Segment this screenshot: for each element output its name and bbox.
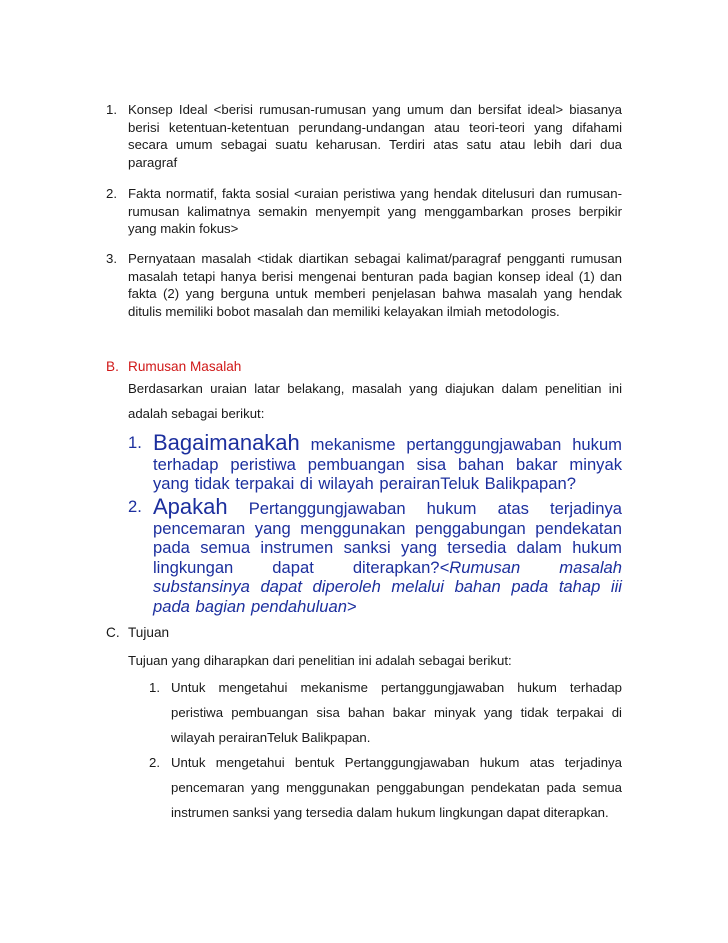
editor-note-end: > [346,596,357,616]
section-intro-paragraph: Berdasarkan uraian latar belakang, masalah yang diajukan dalam penelitian ini adalah sebagai berikut: [128,381,622,421]
question-number: 2. [128,497,142,516]
research-question [128,494,622,617]
question-number: 1. [128,433,142,452]
list-item-text: Fakta normatif, fakta sosial <uraian peristiwa yang hendak ditelusuri dan rumusan-rumusan kalimatnya semakin menyempit yang menggambarkan proses berpikir yang makin fokus> [128,186,622,237]
list-item [106,101,622,171]
question-lead-word: Apakah [153,494,228,519]
goal-item [149,750,622,825]
list-item [106,185,622,238]
section-letter: B. [106,359,119,374]
research-question [128,430,622,494]
list-item-text: Konsep Ideal <berisi rumusan-rumusan yang umum dan bersifat ideal> biasanya berisi ketentuan-ketentuan perundang-undangan atau teori-teori yang difahami secara umum sebagai suatu keharusan. Terdiri atas satu atau lebih dari dua paragraf [128,102,622,170]
list-item-number: 2. [106,186,117,201]
editor-note: <Rumusan masalah substansinya dapat diperoleh melalui bahan pada tahap iii pada bagian pendahuluan [153,557,622,616]
goal-text: Untuk mengetahui mekanisme pertanggungjawaban hukum terhadap peristiwa pembuangan sisa bahan bakar minyak yang tidak terpakai di wilayah perairanTeluk Balikpapan. [171,680,622,745]
goal-item [149,675,622,750]
question-lead-word: Bagaimanakah [153,430,300,455]
goal-text: Untuk mengetahui bentuk Pertanggungjawaban hukum atas terjadinya pencemaran yang menggunakan penggabungan pendekatan pada semua instrumen sanksi yang tersedia dalam hukum lingkungan dapat diterapkan. [171,755,622,820]
question-text: mekanisme pertanggungjawaban hukum terhadap peristiwa pembuangan sisa bahan bakar minyak yang tidak terpakai di wilayah perairanTeluk Balikpapan? [153,435,622,494]
section-title: Rumusan Masalah [128,359,242,374]
section-title: Tujuan [128,625,170,640]
list-item-number: 1. [106,102,117,117]
section-intro-paragraph: Tujuan yang diharapkan dari penelitian ini adalah sebagai berikut: [128,653,512,668]
section-letter: C. [106,625,120,640]
list-item-number: 3. [106,251,117,266]
list-item [106,250,622,320]
goal-number: 2. [149,755,160,770]
goal-number: 1. [149,680,160,695]
list-item-text: Pernyataan masalah <tidak diartikan sebagai kalimat/paragraf pengganti rumusan masalah tetapi hanya berisi mengenai benturan pada bagian konsep ideal (1) dan fakta (2) yang berguna untuk memberi penjelasan bahwa masalah yang hendak ditulis memiliki bobot masalah dan memiliki kelayakan ilmiah metodologis. [128,251,622,319]
question-text: Pertanggungjawaban hukum atas terjadinya pencemaran yang menggunakan penggabungan pendekatan pada semua instrumen sanksi yang tersedia dalam hukum lingkungan dapat diterapkan? [153,499,622,577]
